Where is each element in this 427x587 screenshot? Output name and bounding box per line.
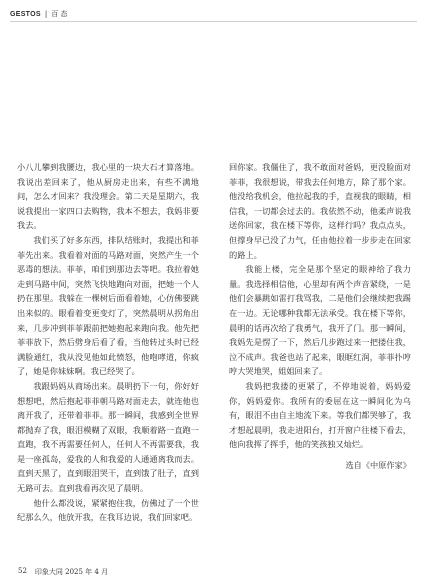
paragraph: 小八儿攀到我腰边，我心里的一块大石才算落地。我说出差回来了，他从厨房走出来，有些不满地问，怎么才回来？我没理会。第二天是星期六，我说我提出一家四口去购物，我本不想去，我妈非要我去。 <box>17 162 199 231</box>
page-footer <box>18 567 108 577</box>
header-separator: | <box>44 10 48 18</box>
right-column <box>229 160 411 472</box>
running-header <box>10 8 67 20</box>
paragraph: 我跟妈妈从商场出来。晨明扔下一句，你好好想想吧，然后抱起菲菲朝马路对面走去，就连他也离开我了，还带着菲菲。那一瞬间，我感到全世界都抛弃了我，眼泪模糊了双眼，我顺着路一直跑一直跑，我不再需要任何人，任何人不再需要我，我是一座孤岛，爱我的人和我爱的人通通离我而去。直到天黑了，直到眼泪哭干，直到饿了肚子，直到无路可去。直到我看再次见了晨明。 <box>17 380 199 494</box>
paragraph: 回你家。我僵住了，我不敢面对爸妈，更没脸面对菲菲，我很想说，带我去任何地方，除了那个家。他没给我机会，他拉起我的手，直视我的眼睛，相信我，一切都会过去的。我依然不动，他柔声说我送你回家，我在楼下等你，这样行吗？我点点头，但撑身早已没了力气，任由他拉着一步步走在回家的路上。 <box>229 162 411 260</box>
paragraph: 我们买了好多东西，排队结账时，我提出和菲菲先出来。我看着对面的马路对面，突然产生一个恶毒的想法。菲菲，咱们到那边去等吧。我拉着她走到马路中间，突然飞快地跑向对面，把她一个人扔在那里。我躲在一棵树后面看着她，心仿佛要跳出来似的。眼看着变更变灯了，突然晨明从拐角出来，几步冲到菲菲跟前把她抱起来跑向我。他先把菲菲放下，然后劈身后看了看，当他转过头时已经满脸通红，我从没见他如此愤怒，他咆哮道，你疯了，她是你妹妹啊。我已经哭了。 <box>17 234 199 377</box>
paragraph: 他什么都没说，紧紧抱住我，仿佛过了一个世纪那么久，他放开我，在我耳边说，我们回家吧。 <box>17 497 199 523</box>
section-label-zh: 百 态 <box>51 10 68 18</box>
publication-info: 印象大同 2025 年 4 月 <box>34 568 109 576</box>
left-column <box>17 160 199 525</box>
source-credit: 选自《中原作家》 <box>345 459 411 470</box>
paragraph: 我能上楼，完全是那个坚定的眼神给了我力量。我选择相信他，心里却有两个声音紧绕，一是他们会暴跳如雷打我骂我，二是他们会继续把我踢在一边。无论哪种我都无法承受。我在楼下等你，晨明的话再次给了我勇气，我开了门。那一瞬间，我妈先是愣了一下，然后几步跑过来一把搂住我，泣不成声。我爸也站了起来，眼眶红润，菲菲扑哼哼大哭地哭，姐姐回来了。 <box>229 264 411 377</box>
page-number: 52 <box>18 567 27 575</box>
paragraph: 我妈把我搂的更紧了，不停地说着，妈妈爱你，妈妈爱你。我所有的委屈在这一瞬间化为乌有，眼泪不由自主地流下来。等我们都哭够了，我才想起晨明，我走进阳台，打开窗户往楼下看去，他向我挥了挥手，他的笑孩独又灿烂。 <box>229 380 411 450</box>
header-rule <box>10 21 417 22</box>
section-label-en: GESTOS <box>10 10 41 18</box>
